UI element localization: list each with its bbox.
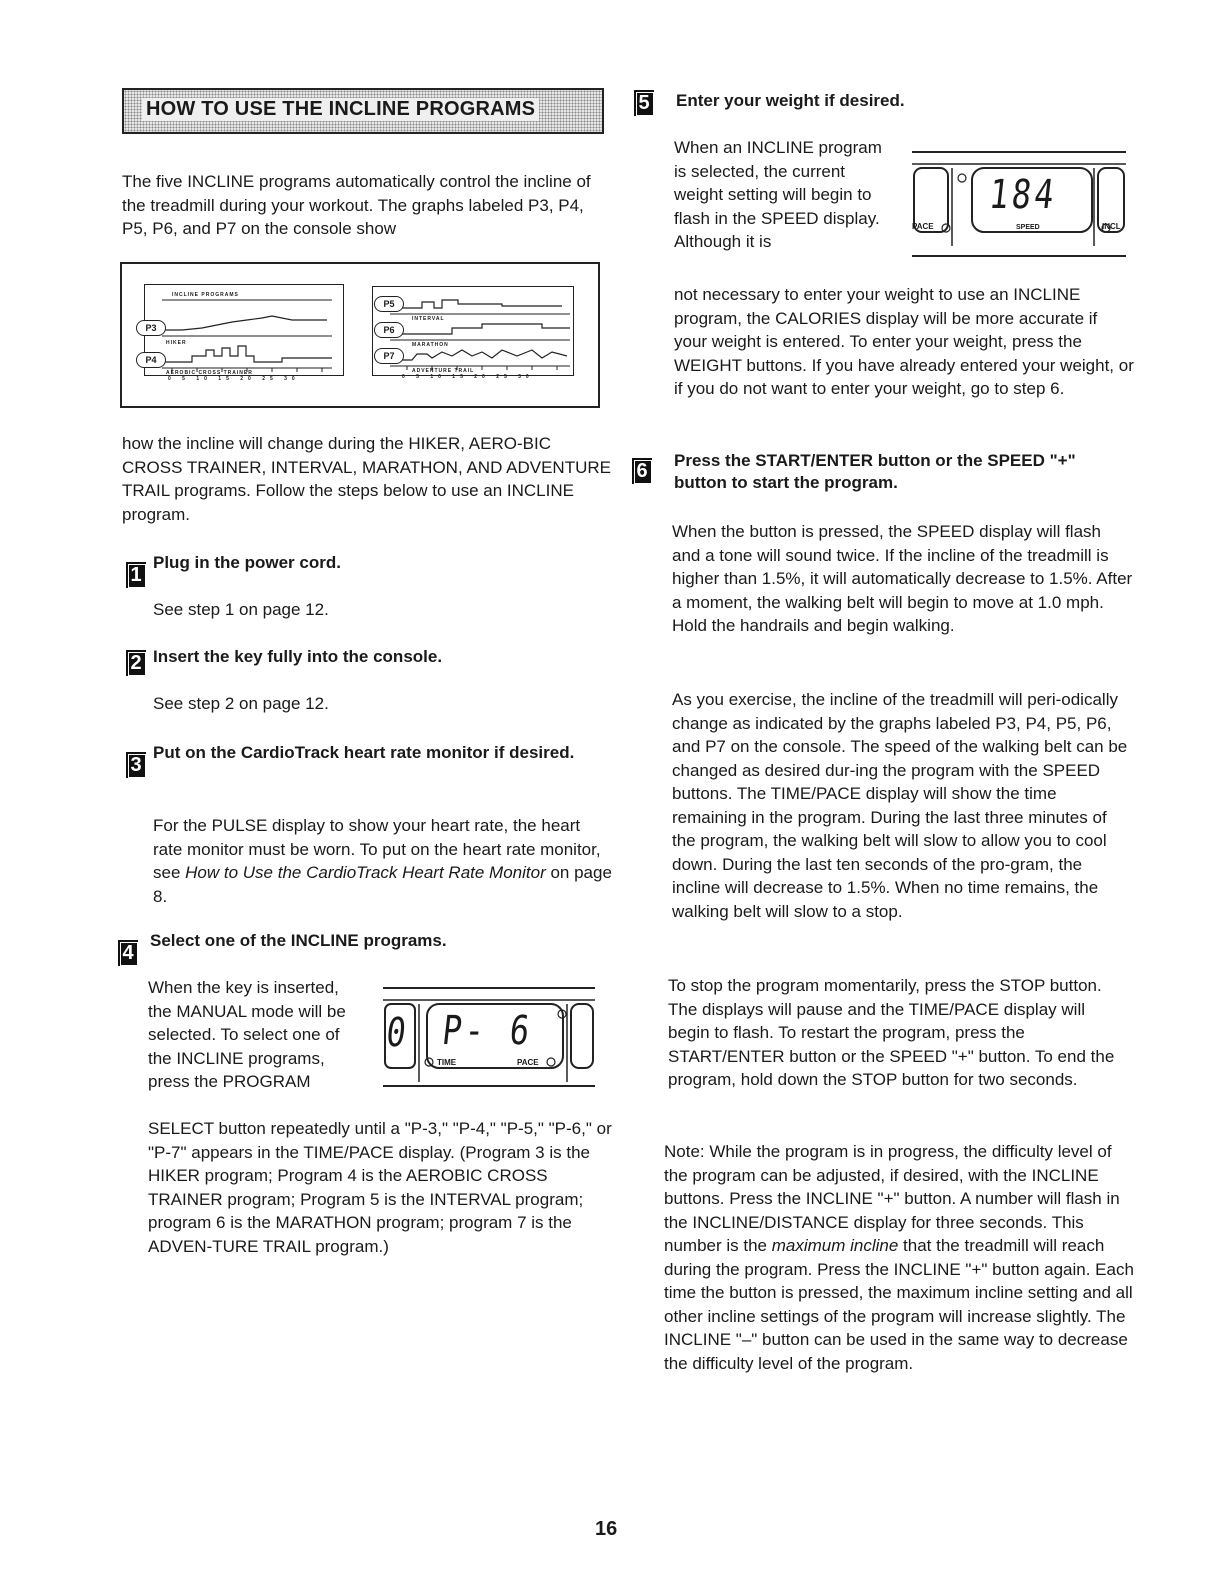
intro-continued: how the incline will change during the HIKER, AERO-BIC CROSS TRAINER, INTERVAL, MARATHON, AND ADVENTURE TRAIL programs. Follow the steps below to use an INCLINE program. bbox=[122, 434, 611, 524]
step-4-body: SELECT button repeatedly until a "P-3," "P-4," "P-5," "P-6," or "P-7" appears in the TIME/PACE display. (Program 3 is the HIKER program; Program 4 is the AEROBIC CROSS TRAINER program; Program 5 is the INTERVAL program; program 6 is the MARATHON program; program 7 is the ADVEN-TURE TRAIL program.) bbox=[148, 1119, 612, 1256]
step-6-title: Press the START/ENTER button or the SPEED "+" button to start the program. bbox=[674, 451, 1076, 492]
speed-label: SPEED bbox=[1016, 224, 1040, 231]
step-6-badge: 6 bbox=[632, 458, 652, 484]
step-6-paragraph-3: To stop the program momentarily, press the STOP button. The displays will pause and the TIME/PACE display will begin to flash. To restart the program, press the START/ENTER button or the SPEED "+" button. To end the program, hold down the STOP button for two seconds. bbox=[668, 976, 1115, 1089]
step-2-body: See step 2 on page 12. bbox=[153, 694, 329, 713]
step-6-note-start: Note: While the program is in progress, the difficulty level of the program can be adjusted, if desired, with the INCLINE buttons. Press the INCLINE "+" button. A number will flash in the INCLINE/DISTANCE display for three seconds. This number is the bbox=[664, 1142, 1120, 1255]
step-3-body bbox=[153, 814, 613, 908]
step-1-body: See step 1 on page 12. bbox=[153, 600, 329, 619]
step-6-note-end: that the treadmill will reach during the program. Press the INCLINE "+" button again. Each time the button is pressed, the maximum incline setting and all other incline settings of the program will increase slightly. The INCLINE "–" button can be used in the same way to decrease the difficulty level of the program. bbox=[664, 1236, 1134, 1373]
right-tick-labels: 0 5 10 15 20 25 30 bbox=[402, 374, 534, 380]
aerobic-label: AEROBIC CROSS TRAINER bbox=[166, 370, 253, 376]
section-title: HOW TO USE THE INCLINE PROGRAMS bbox=[142, 98, 539, 121]
step-5-badge: 5 bbox=[634, 90, 654, 116]
left-tick-labels: 0 5 10 15 20 25 30 bbox=[168, 376, 300, 382]
step-1-title: Plug in the power cord. bbox=[153, 553, 341, 572]
page-number: 16 bbox=[595, 1518, 618, 1540]
weight-readout: 184 bbox=[986, 172, 1060, 218]
step-5-body-wrap: When an INCLINE program is selected, the current weight setting will begin to flash in the SPEED display. Although it is bbox=[674, 138, 882, 251]
p5-label: P5 bbox=[374, 296, 404, 312]
program-display-illustration bbox=[383, 984, 595, 1090]
marathon-label: MARATHON bbox=[412, 342, 449, 348]
step-4-badge: 4 bbox=[118, 940, 138, 966]
step-3-body-start: For the PULSE display to show your heart rate, the heart rate monitor must be worn. To put on the heart rate monitor, see bbox=[153, 816, 601, 882]
p7-label: P7 bbox=[374, 348, 404, 364]
step-2-title: Insert the key fully into the console. bbox=[153, 647, 443, 666]
step-6-note-italic: maximum incline bbox=[771, 1236, 899, 1255]
p3-label: P3 bbox=[136, 320, 166, 336]
left-digit-readout: 0 bbox=[383, 1010, 412, 1056]
step-6-paragraph-2: As you exercise, the incline of the treadmill will peri-odically change as indicated by the graphs labeled P3, P4, P5, P6, and P7 on the console. The speed of the walking belt can be changed as desired dur-ing the program with the SPEED buttons. The TIME/PACE display will show the time remaining in the program. During the last three minutes of the program, the walking belt will slow to allow you to cool down. During the last ten seconds of the pro-gram, the incline will decrease to 1.5%. When no time remains, the walking belt will slow to a stop. bbox=[672, 690, 1128, 921]
step-2-badge: 2 bbox=[126, 650, 146, 676]
step-3-badge: 3 bbox=[126, 752, 146, 778]
step-1-badge: 1 bbox=[126, 562, 146, 588]
step-3-title: Put on the CardioTrack heart rate monitor if desired. bbox=[153, 743, 575, 762]
incline-label: INCL bbox=[1102, 222, 1121, 231]
pace-label-5: PACE bbox=[912, 222, 934, 231]
step-3-body-italic: How to Use the CardioTrack Heart Rate Monitor bbox=[185, 863, 546, 882]
pace-label: PACE bbox=[517, 1058, 539, 1067]
step-6-paragraph-1: When the button is pressed, the SPEED display will flash and a tone will sound twice. If the incline of the treadmill is higher than 1.5%, it will automatically decrease to 1.5%. After a moment, the walking belt will begin to move at 1.0 mph. Hold the handrails and begin walking. bbox=[672, 522, 1133, 635]
incline-graph-figure bbox=[120, 262, 600, 408]
step-5-body: not necessary to enter your weight to use an INCLINE program, the CALORIES display will be more accurate if your weight is entered. To enter your weight, press the WEIGHT buttons. If you have already entered your weight, or if you do not want to enter your weight, go to step 6. bbox=[674, 285, 1134, 398]
weight-display-illustration bbox=[912, 148, 1126, 260]
step-4-body-wrap: When the key is inserted, the MANUAL mode will be selected. To select one of the INCLINE programs, press the PROGRAM bbox=[148, 978, 346, 1091]
adventure-label: ADVENTURE TRAIL bbox=[412, 368, 475, 374]
p6-label: P6 bbox=[374, 322, 404, 338]
step-6-note bbox=[664, 1140, 1134, 1375]
interval-label: INTERVAL bbox=[412, 316, 445, 322]
section-title-banner bbox=[122, 88, 604, 134]
time-label: TIME bbox=[437, 1058, 457, 1067]
p4-label: P4 bbox=[136, 352, 166, 368]
step-3-body-end: on page 8. bbox=[153, 863, 612, 906]
step-5-title: Enter your weight if desired. bbox=[676, 91, 905, 110]
step-4-title: Select one of the INCLINE programs. bbox=[150, 931, 447, 950]
hiker-label: HIKER bbox=[166, 340, 187, 346]
intro-paragraph: The five INCLINE programs automatically control the incline of the treadmill during your workout. The graphs labeled P3, P4, P5, P6, and P7 on the console show bbox=[122, 172, 591, 238]
incline-programs-label: INCLINE PROGRAMS bbox=[172, 292, 239, 298]
time-pace-readout: P- 6 bbox=[439, 1008, 535, 1054]
